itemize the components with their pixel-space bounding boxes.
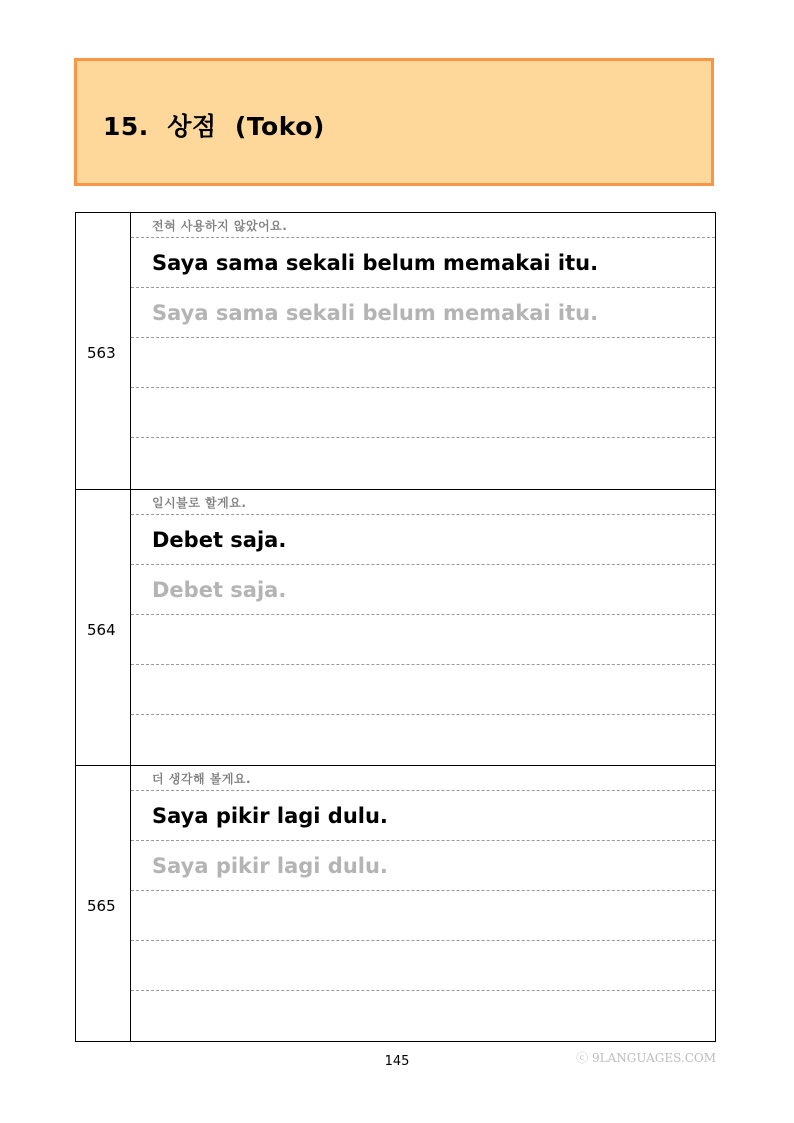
entry-number: 564 [87, 621, 116, 639]
korean-prompt: 일시불로 할게요. [152, 496, 247, 510]
writing-line[interactable] [131, 615, 715, 665]
trace-row [131, 288, 715, 338]
entry-block-565 [75, 765, 715, 1042]
chapter-title: 15. 상점 (Toko) [103, 112, 325, 141]
writing-line[interactable] [131, 388, 715, 438]
entry-number: 565 [87, 897, 116, 915]
korean-row [131, 766, 715, 791]
writing-line[interactable] [131, 891, 715, 941]
korean-prompt: 더 생각해 볼게요. [152, 772, 252, 786]
sentence-row [131, 515, 715, 565]
entry-number-column [75, 490, 131, 766]
indonesian-sentence: Debet saja. [152, 528, 287, 552]
writing-line[interactable] [131, 665, 715, 715]
writing-line[interactable] [131, 715, 715, 766]
copyright-notice: ⓒ 9LANGUAGES.COM [576, 1051, 716, 1065]
trace-sentence: Saya sama sekali belum memakai itu. [152, 301, 599, 325]
writing-line[interactable] [131, 438, 715, 489]
sentence-row [131, 791, 715, 841]
entry-content [131, 766, 715, 1042]
trace-sentence: Debet saja. [152, 578, 287, 602]
indonesian-sentence: Saya pikir lagi dulu. [152, 804, 388, 828]
page-number: 145 [384, 1054, 410, 1069]
korean-row [131, 213, 715, 238]
korean-prompt: 전혀 사용하지 않았어요. [152, 219, 288, 233]
sentence-row [131, 238, 715, 288]
entry-block-563 [75, 213, 715, 490]
trace-row [131, 565, 715, 615]
writing-line[interactable] [131, 991, 715, 1042]
entry-number-column [75, 213, 131, 490]
entry-content [131, 490, 715, 766]
entry-number-column [75, 766, 131, 1042]
trace-sentence: Saya pikir lagi dulu. [152, 854, 388, 878]
chapter-title-box [74, 58, 714, 186]
entry-number: 563 [87, 344, 116, 362]
korean-row [131, 490, 715, 515]
indonesian-sentence: Saya sama sekali belum memakai itu. [152, 251, 599, 275]
trace-row [131, 841, 715, 891]
practice-sheet [75, 212, 716, 1042]
writing-line[interactable] [131, 941, 715, 991]
writing-line[interactable] [131, 338, 715, 388]
entry-content [131, 213, 715, 490]
entry-block-564 [75, 489, 715, 766]
